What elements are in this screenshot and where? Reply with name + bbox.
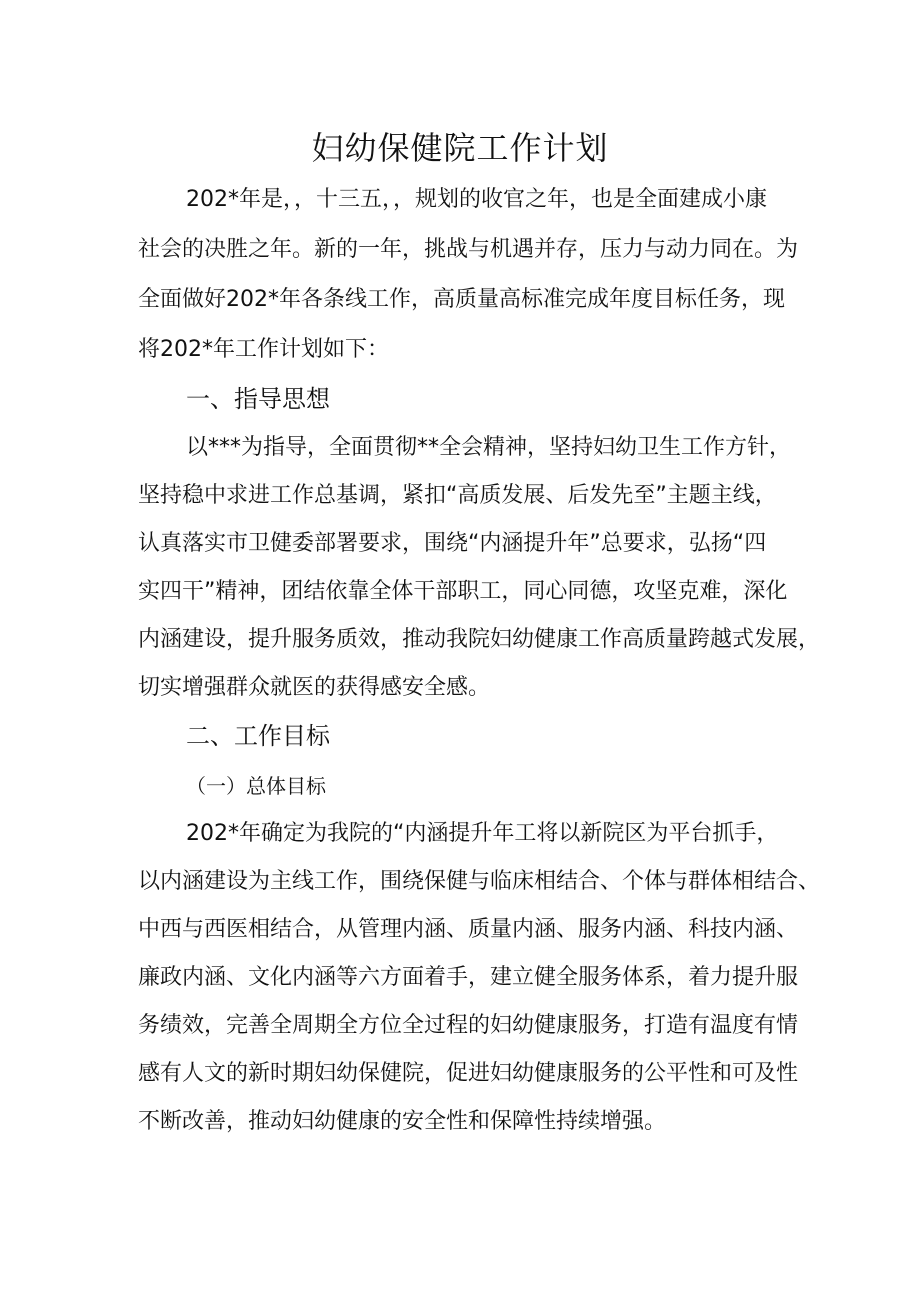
section1-line: 内涵建设，提升服务质效，推动我院妇幼健康工作高质量跨越式发展，: [138, 627, 821, 652]
intro-line: 社会的决胜之年。新的一年，挑战与机遇并存，压力与动力同在。为: [138, 237, 799, 262]
subsection-heading-overall-goals: （一）总体目标: [186, 774, 326, 798]
section-heading-guiding-ideology: 一、指导思想: [186, 385, 330, 413]
document-title: 妇幼保健院工作计划: [311, 129, 609, 167]
section2-line: 中西与西医相结合，从管理内涵、质量内涵、服务内涵、科技内涵、: [138, 917, 799, 942]
section2-line: 廉政内涵、文化内涵等六方面着手，建立健全服务体系，着力提升服: [138, 965, 799, 990]
section2-line: 以内涵建设为主线工作，围绕保健与临床相结合、个体与群体相结合、: [138, 869, 821, 894]
section1-line: 切实增强群众就医的获得感安全感。: [138, 675, 491, 700]
section1-line: 以***为指导，全面贯彻**全会精神，坚持妇幼卫生工作方针，: [186, 435, 792, 460]
section1-line: 坚持稳中求进工作总基调，紧扣“高质发展、后发先至”主题主线，: [138, 483, 777, 508]
section2-line: 202*年确定为我院的“内涵提升年工将以新院区为平台抓手，: [186, 821, 779, 846]
intro-line: 将202*年工作计划如下：: [138, 337, 389, 362]
section2-line: 不断改善，推动妇幼健康的安全性和保障性持续增强。: [138, 1109, 667, 1134]
intro-line: 202*年是，，十三五，，规划的收官之年，也是全面建成小康: [186, 187, 767, 212]
intro-line: 全面做好202*年各条线工作，高质量高标准完成年度目标任务，现: [138, 287, 785, 312]
section2-line: 感有人文的新时期妇幼保健院，促进妇幼健康服务的公平性和可及性: [138, 1061, 799, 1086]
section1-line: 认真落实市卫健委部署要求，围绕“内涵提升年”总要求，弘扬“四: [138, 531, 767, 556]
section2-line: 务绩效，完善全周期全方位全过程的妇幼健康服务，打造有温度有情: [138, 1013, 799, 1038]
section-heading-work-goals: 二、工作目标: [186, 722, 330, 750]
section1-line: 实四干”精神，团结依靠全体干部职工，同心同德，攻坚克难，深化: [138, 579, 788, 604]
